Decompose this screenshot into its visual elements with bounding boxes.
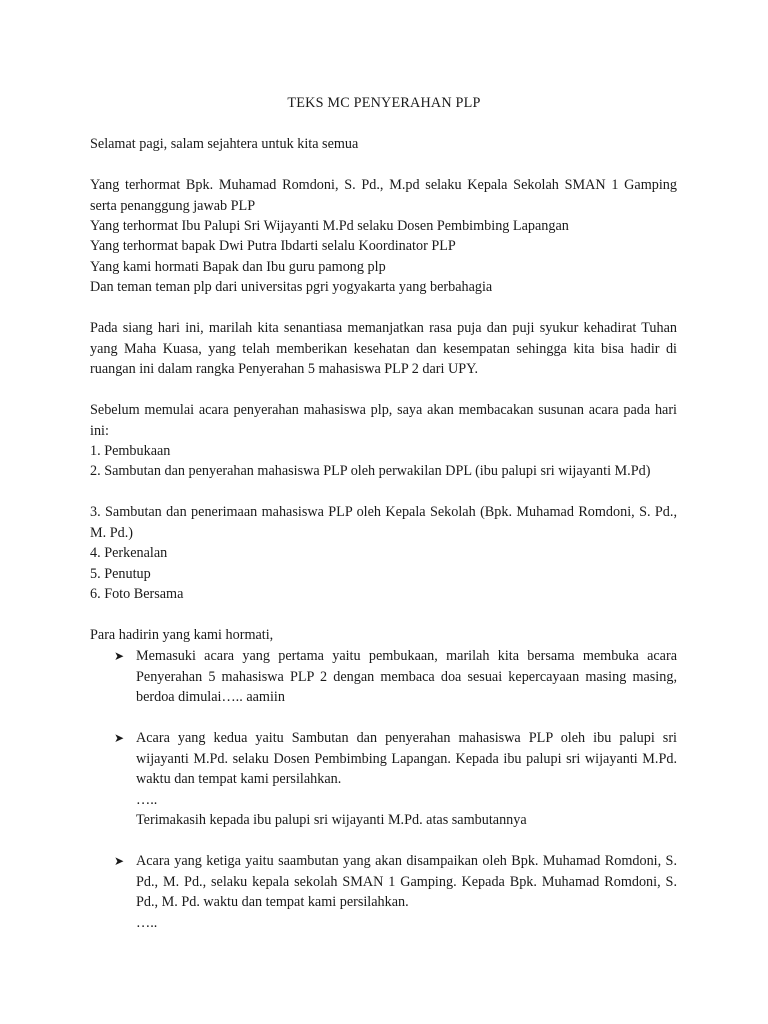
arrow-bullet-icon: ➤ — [114, 649, 125, 663]
bullet-text: Acara yang kedua yaitu Sambutan dan penyerahan mahasiswa PLP oleh ibu palupi sri wijayanti M.Pd. selaku Dosen Pembimbing Lapangan. Kepada ibu palupi sri wijayanti M.Pd. waktu dan tempat kami persilahkan. — [136, 730, 677, 787]
pause-ellipsis: ….. — [136, 914, 158, 931]
bullet-followup: Terimakasih kepada ibu palupi sri wijayanti M.Pd. atas sambutannya — [136, 812, 527, 828]
agenda-item-4: 4. Perkenalan — [90, 545, 168, 561]
pause-ellipsis: ….. — [136, 791, 158, 808]
honorific-2: Yang terhormat Ibu Palupi Sri Wijayanti M.Pd selaku Dosen Pembimbing Lapangan — [90, 218, 569, 234]
agenda-item-1: 1. Pembukaan — [90, 443, 171, 459]
honorific-5: Dan teman teman plp dari universitas pgri yogyakarta yang berbahagia — [90, 279, 493, 295]
bullet-text: Memasuki acara yang pertama yaitu pembukaan, marilah kita bersama membuka acara Penyerahan 5 mahasiswa PLP 2 dengan membaca doa sesuai kepercayaan masing masing, berdoa dimulai….. aamiin — [136, 648, 677, 705]
agenda-item-3: 3. Sambutan dan penerimaan mahasiswa PLP oleh Kepala Sekolah (Bpk. Muhamad Romdoni, S. Pd., M. Pd.) — [90, 504, 677, 541]
audience-line: Para hadirin yang kami hormati, — [90, 627, 274, 643]
mc-bullet-list — [114, 851, 677, 933]
opening-paragraph: Pada siang hari ini, marilah kita senantiasa memanjatkan rasa puja dan puji syukur kehadirat Tuhan yang Maha Kuasa, yang telah memberikan kesehatan dan kesempatan sehingga kita bisa hadir di ruangan ini dalam rangka Penyerahan 5 mahasiswa PLP 2 dari UPY. — [90, 320, 677, 377]
honorific-1: Yang terhormat Bpk. Muhamad Romdoni, S. Pd., M.pd selaku Kepala Sekolah SMAN 1 Gamping serta penanggung jawab PLP — [90, 177, 677, 214]
agenda-intro: Sebelum memulai acara penyerahan mahasiswa plp, saya akan membacakan susunan acara pada hari ini: — [90, 402, 677, 439]
greeting: Selamat pagi, salam sejahtera untuk kita semua — [90, 136, 359, 152]
agenda-item-5: 5. Penutup — [90, 566, 151, 582]
honorific-4: Yang kami hormati Bapak dan Ibu guru pamong plp — [90, 259, 386, 275]
arrow-bullet-icon: ➤ — [114, 731, 125, 745]
document-title: TEKS MC PENYERAHAN PLP — [287, 95, 481, 111]
arrow-bullet-icon: ➤ — [114, 854, 125, 868]
mc-bullet-list — [114, 728, 677, 831]
agenda-item-6: 6. Foto Bersama — [90, 586, 184, 602]
bullet-item-3 — [114, 851, 677, 933]
mc-bullet-list — [114, 646, 677, 708]
bullet-item-1 — [114, 646, 677, 708]
bullet-text: Acara yang ketiga yaitu saambutan yang akan disampaikan oleh Bpk. Muhamad Romdoni, S. Pd., M. Pd., selaku kepala sekolah SMAN 1 Gamping. Kepada Bpk. Muhamad Romdoni, S. Pd., M. Pd. waktu dan tempat kami persilahkan. — [136, 853, 677, 910]
agenda-item-2: 2. Sambutan dan penyerahan mahasiswa PLP oleh perwakilan DPL (ibu palupi sri wijayanti M.Pd) — [90, 463, 651, 479]
honorific-3: Yang terhormat bapak Dwi Putra Ibdarti selalu Koordinator PLP — [90, 238, 456, 254]
bullet-item-2 — [114, 728, 677, 831]
